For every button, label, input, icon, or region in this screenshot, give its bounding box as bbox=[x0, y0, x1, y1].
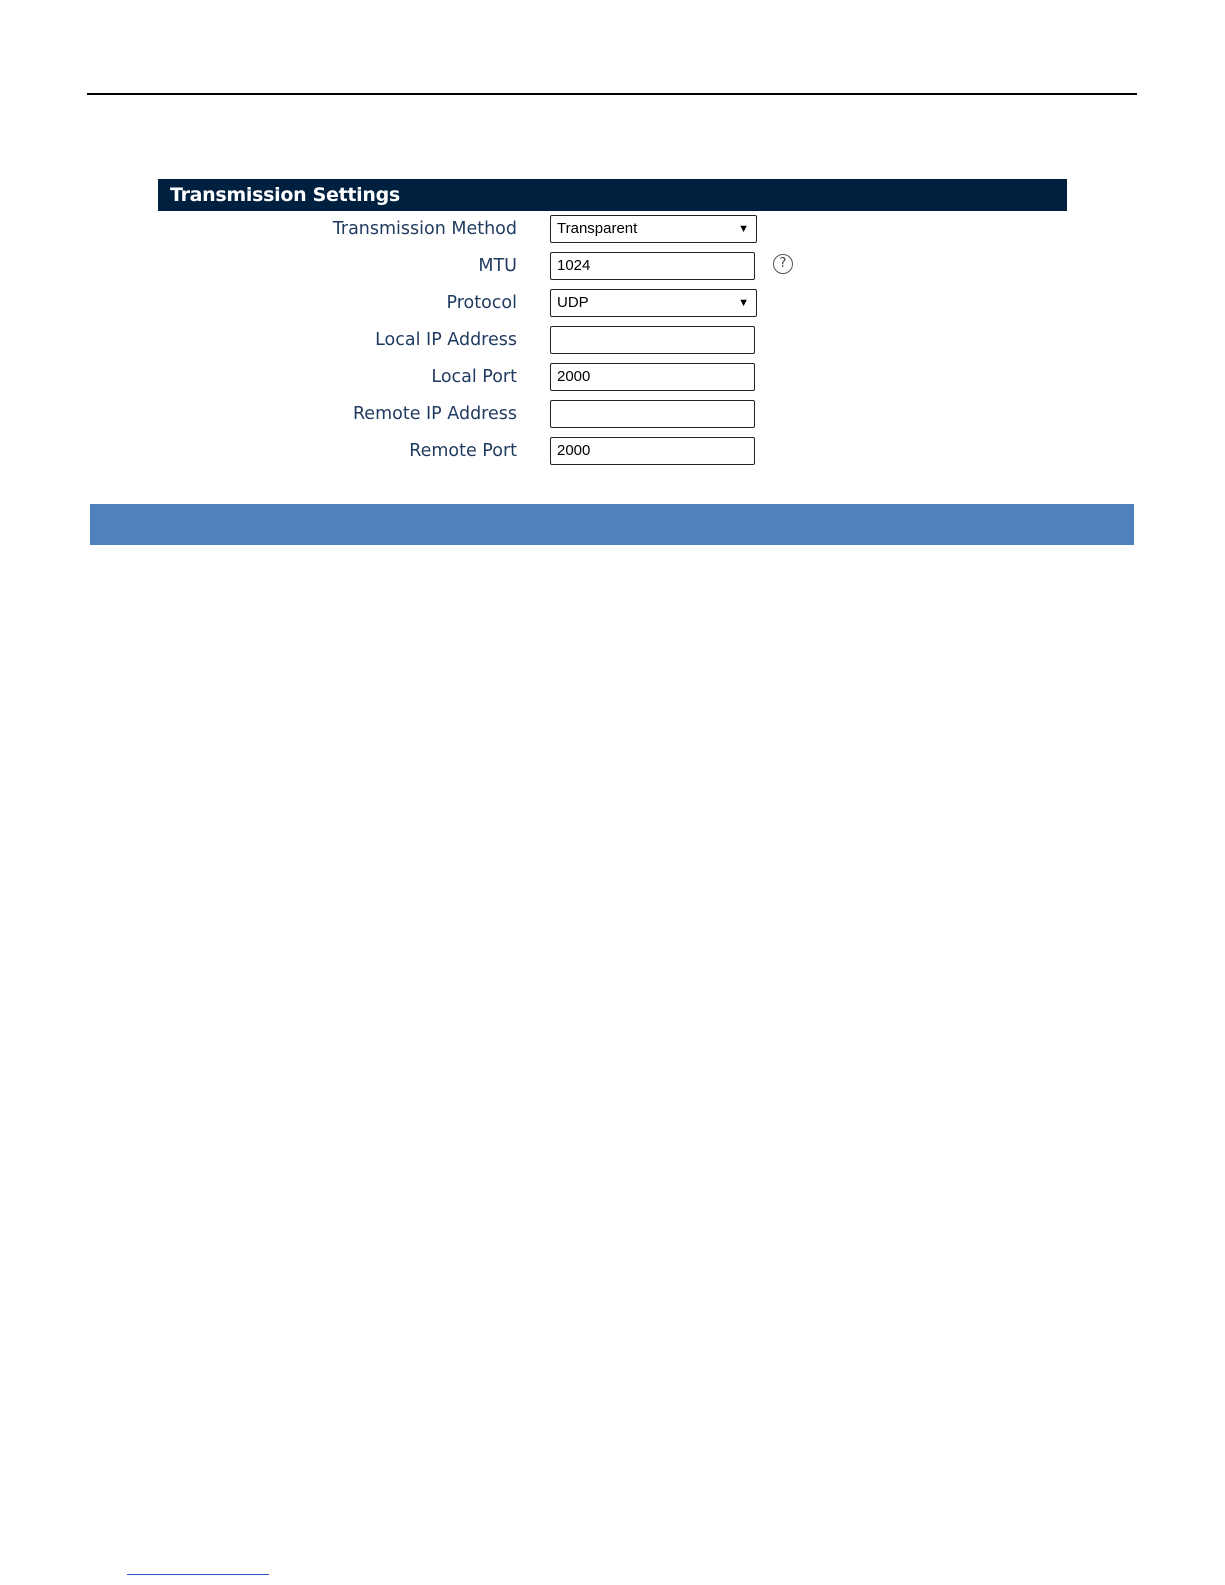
chevron-down-icon: ▼ bbox=[738, 297, 749, 309]
remote-port-value: 2000 bbox=[557, 442, 591, 459]
section-banner bbox=[90, 504, 1134, 545]
row-remote-ip bbox=[158, 399, 1067, 429]
row-protocol bbox=[158, 288, 1067, 318]
local-port-value: 2000 bbox=[557, 368, 591, 385]
row-local-port bbox=[158, 362, 1067, 392]
mtu-value: 1024 bbox=[557, 257, 591, 274]
local-ip-label: Local IP Address bbox=[375, 330, 517, 350]
transmission-method-select[interactable] bbox=[550, 215, 757, 243]
top-divider bbox=[87, 93, 1137, 95]
transmission-method-value: Transparent bbox=[557, 220, 638, 237]
remote-ip-label: Remote IP Address bbox=[352, 404, 517, 424]
help-icon[interactable]: ? bbox=[773, 254, 793, 274]
mtu-label: MTU bbox=[478, 256, 517, 276]
local-port-label: Local Port bbox=[431, 367, 517, 387]
protocol-value: UDP bbox=[557, 294, 589, 311]
row-mtu bbox=[158, 251, 1067, 281]
transmission-settings-panel bbox=[158, 179, 1067, 461]
local-ip-input[interactable] bbox=[550, 326, 755, 354]
footer-link-underline[interactable] bbox=[127, 1574, 269, 1575]
remote-port-label: Remote Port bbox=[409, 441, 517, 461]
remote-ip-input[interactable] bbox=[550, 400, 755, 428]
panel-title: Transmission Settings bbox=[158, 179, 1067, 211]
transmission-method-label: Transmission Method bbox=[332, 219, 517, 239]
protocol-select[interactable] bbox=[550, 289, 757, 317]
chevron-down-icon: ▼ bbox=[738, 223, 749, 235]
row-local-ip bbox=[158, 325, 1067, 355]
remote-port-input[interactable] bbox=[550, 437, 755, 465]
protocol-label: Protocol bbox=[446, 293, 517, 313]
mtu-input[interactable] bbox=[550, 252, 755, 280]
row-remote-port bbox=[158, 436, 1067, 466]
row-transmission-method bbox=[158, 214, 1067, 244]
local-port-input[interactable] bbox=[550, 363, 755, 391]
